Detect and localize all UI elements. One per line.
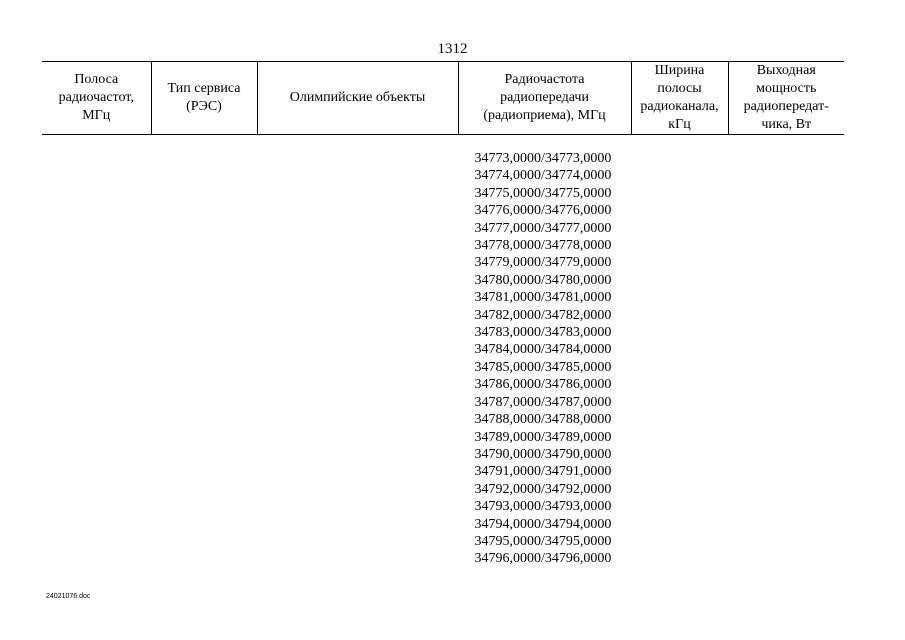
frequency-list	[458, 150, 628, 568]
table-header-row	[42, 62, 844, 135]
document-filename: 24021076.doc	[46, 593, 91, 600]
list-item: 34786,0000/34786,0000	[474, 377, 612, 393]
list-item: 34795,0000/34795,0000	[474, 533, 612, 549]
list-item: 34780,0000/34780,0000	[474, 272, 612, 288]
list-item: 34774,0000/34774,0000	[474, 168, 612, 184]
list-item: 34790,0000/34790,0000	[474, 446, 612, 462]
header-frequency-band: Полоса радиочастот, МГц	[42, 62, 151, 135]
list-item: 34793,0000/34793,0000	[474, 499, 612, 515]
list-item: 34792,0000/34792,0000	[474, 481, 612, 497]
list-item: 34789,0000/34789,0000	[474, 429, 612, 445]
list-item: 34783,0000/34783,0000	[474, 325, 612, 341]
list-item: 34788,0000/34788,0000	[474, 412, 612, 428]
list-item: 34776,0000/34776,0000	[474, 203, 612, 219]
header-output-power: Выходная мощность радиопередат- чика, Вт	[728, 62, 844, 135]
header-olympic-objects: Олимпийские объекты	[257, 62, 458, 135]
list-item: 34779,0000/34779,0000	[474, 255, 612, 271]
list-item: 34791,0000/34791,0000	[474, 464, 612, 480]
list-item: 34794,0000/34794,0000	[474, 516, 612, 532]
list-item: 34787,0000/34787,0000	[474, 394, 612, 410]
header-channel-bandwidth: Ширина полосы радиоканала, кГц	[631, 62, 728, 135]
list-item: 34782,0000/34782,0000	[474, 307, 612, 323]
list-item: 34777,0000/34777,0000	[474, 220, 612, 236]
page-number: 1312	[437, 41, 468, 57]
header-service-type: Тип сервиса (РЭС)	[151, 62, 257, 135]
list-item: 34773,0000/34773,0000	[474, 151, 612, 166]
header-radio-frequency: Радиочастота радиопередачи (радиоприема), МГц	[458, 62, 631, 135]
list-item: 34784,0000/34784,0000	[474, 342, 612, 358]
list-item: 34775,0000/34775,0000	[474, 185, 612, 201]
frequency-table-header	[42, 61, 844, 135]
list-item: 34778,0000/34778,0000	[474, 238, 612, 254]
list-item: 34796,0000/34796,0000	[474, 551, 612, 567]
list-item: 34781,0000/34781,0000	[474, 290, 612, 306]
list-item: 34785,0000/34785,0000	[474, 359, 612, 375]
